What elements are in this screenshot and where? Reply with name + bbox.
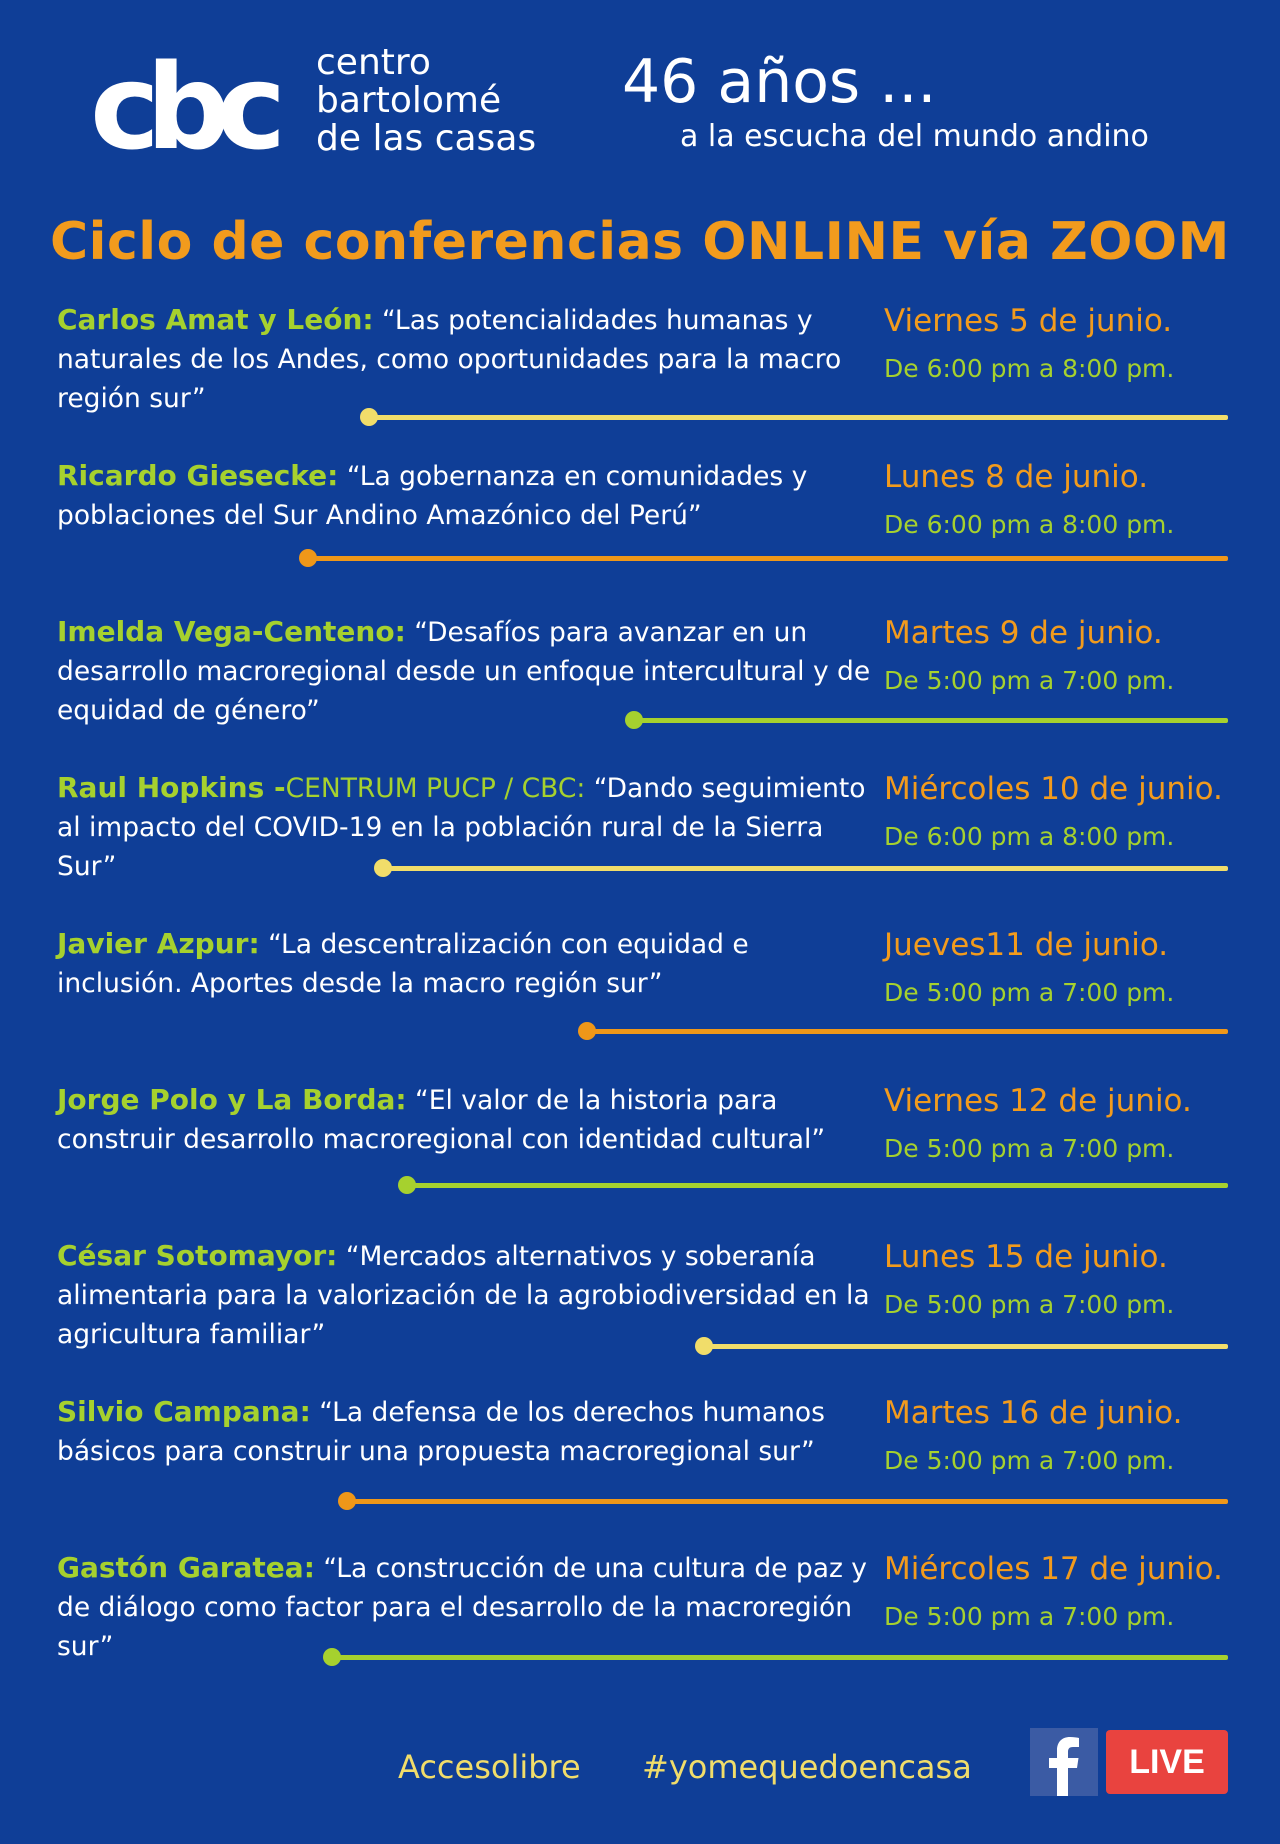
conference-item — [0, 1080, 1280, 1230]
timeline-connector — [398, 1176, 1228, 1194]
header — [0, 0, 1280, 200]
conference-item — [0, 300, 1280, 450]
conference-topic: “Desafíos para avanzar en un desarrollo macroregional desde un enfoque intercultural y de equidad de género” — [57, 617, 871, 726]
conference-date: Miércoles 17 de junio. — [884, 1551, 1223, 1587]
timeline-line — [634, 718, 1228, 723]
conference-topic: “La gobernanza en comunidades y poblaciones del Sur Andino Amazónico del Perú” — [57, 461, 808, 531]
timeline-line — [407, 1183, 1228, 1188]
conference-date: Martes 16 de junio. — [884, 1395, 1183, 1431]
timeline-dot — [360, 408, 378, 426]
conference-time: De 6:00 pm a 8:00 pm. — [884, 822, 1175, 851]
speaker-name: Silvio Campana: — [57, 1395, 311, 1428]
conference-item — [0, 456, 1280, 606]
conference-item — [0, 768, 1280, 918]
conference-date: Viernes 12 de junio. — [884, 1083, 1192, 1119]
timeline-connector — [338, 1492, 1228, 1510]
conference-description — [57, 1080, 877, 1159]
tagline: a la escucha del mundo andino — [680, 119, 1149, 154]
conference-time: De 5:00 pm a 7:00 pm. — [884, 978, 1175, 1007]
conference-topic: “Mercados alternativos y soberanía alimentaria para la valorización de la agrobiodiversidad en la agricultura familiar” — [57, 1241, 870, 1350]
hashtag-text: #yomequedoencasa — [642, 1748, 972, 1786]
conference-date: Martes 9 de junio. — [884, 615, 1163, 651]
speaker-name: Jorge Polo y La Borda: — [57, 1083, 407, 1116]
logo-text: cbc — [90, 48, 273, 168]
conference-topic: “Dando seguimiento al impacto del COVID-19 en la población rural de la Sierra Sur” — [57, 773, 866, 882]
conference-time: De 5:00 pm a 7:00 pm. — [884, 1446, 1175, 1475]
conference-item — [0, 1548, 1280, 1698]
timeline-connector — [578, 1022, 1228, 1040]
timeline-dot — [625, 711, 643, 729]
org-line-1: centro — [316, 42, 431, 83]
timeline-line — [369, 415, 1228, 420]
speaker-name: Javier Azpur: — [57, 927, 260, 960]
conference-date: Jueves11 de junio. — [884, 927, 1169, 963]
timeline-connector — [695, 1337, 1228, 1355]
timeline-dot — [338, 1492, 356, 1510]
live-label: LIVE — [1106, 1730, 1228, 1794]
timeline-connector — [360, 408, 1228, 426]
conference-topic: “El valor de la historia para construir desarrollo macroregional con identidad cultural” — [57, 1085, 826, 1155]
conference-topic: “Las potencialidades humanas y naturales de los Andes, como oportunidades para la macro región sur” — [57, 305, 842, 414]
speaker-name: Imelda Vega-Centeno: — [57, 615, 406, 648]
conference-item — [0, 924, 1280, 1074]
timeline-dot — [695, 1337, 713, 1355]
timeline-line — [383, 866, 1228, 871]
timeline-line — [308, 556, 1228, 561]
org-line-2: bartolomé — [316, 80, 502, 121]
timeline-dot — [323, 1648, 341, 1666]
conference-date: Lunes 15 de junio. — [884, 1239, 1168, 1275]
conference-description — [57, 456, 877, 535]
speaker-name: César Sotomayor: — [57, 1239, 338, 1272]
conference-topic: “La construcción de una cultura de paz y de diálogo como factor para el desarrollo de la macroregión sur” — [57, 1553, 867, 1662]
timeline-connector — [323, 1648, 1228, 1666]
timeline-line — [347, 1499, 1228, 1504]
access-text: Accesolibre — [398, 1748, 581, 1786]
conference-time: De 6:00 pm a 8:00 pm. — [884, 354, 1175, 383]
conference-time: De 5:00 pm a 7:00 pm. — [884, 666, 1175, 695]
conference-topic: “La defensa de los derechos humanos básicos para construir una propuesta macroregional sur” — [57, 1397, 825, 1467]
speaker-name: Ricardo Giesecke: — [57, 459, 339, 492]
timeline-dot — [299, 549, 317, 567]
timeline-line — [587, 1029, 1228, 1034]
conference-date: Viernes 5 de junio. — [884, 303, 1173, 339]
org-line-3: de las casas — [316, 118, 537, 159]
conference-item — [0, 1392, 1280, 1542]
conference-date: Miércoles 10 de junio. — [884, 771, 1223, 807]
facebook-icon — [1030, 1728, 1098, 1796]
conference-description — [57, 300, 877, 418]
timeline-dot — [578, 1022, 596, 1040]
timeline-line — [704, 1344, 1228, 1349]
timeline-dot — [398, 1176, 416, 1194]
speaker-name: Gastón Garatea: — [57, 1551, 315, 1584]
conference-topic: “La descentralización con equidad e inclusión. Aportes desde la macro región sur” — [57, 929, 749, 999]
conference-description — [57, 924, 877, 1003]
cbc-logo — [88, 48, 308, 168]
conference-time: De 6:00 pm a 8:00 pm. — [884, 510, 1175, 539]
timeline-line — [332, 1655, 1228, 1660]
timeline-dot — [374, 859, 392, 877]
conference-item — [0, 612, 1280, 762]
conference-item — [0, 1236, 1280, 1386]
conference-time: De 5:00 pm a 7:00 pm. — [884, 1602, 1175, 1631]
timeline-connector — [625, 711, 1228, 729]
page-title: Ciclo de conferencias ONLINE vía ZOOM — [50, 212, 1230, 272]
facebook-live-badge[interactable] — [1030, 1728, 1228, 1796]
speaker-name: Carlos Amat y León: — [57, 303, 374, 336]
speaker-name: Raul Hopkins - — [57, 771, 286, 804]
timeline-connector — [299, 549, 1228, 567]
conference-time: De 5:00 pm a 7:00 pm. — [884, 1290, 1175, 1319]
conference-date: Lunes 8 de junio. — [884, 459, 1149, 495]
organization-name — [316, 44, 536, 158]
timeline-connector — [374, 859, 1228, 877]
anniversary-text: 46 años ... — [622, 47, 937, 117]
conference-time: De 5:00 pm a 7:00 pm. — [884, 1134, 1175, 1163]
conference-description — [57, 1392, 877, 1471]
speaker-affiliation: CENTRUM PUCP / CBC: — [285, 773, 586, 804]
